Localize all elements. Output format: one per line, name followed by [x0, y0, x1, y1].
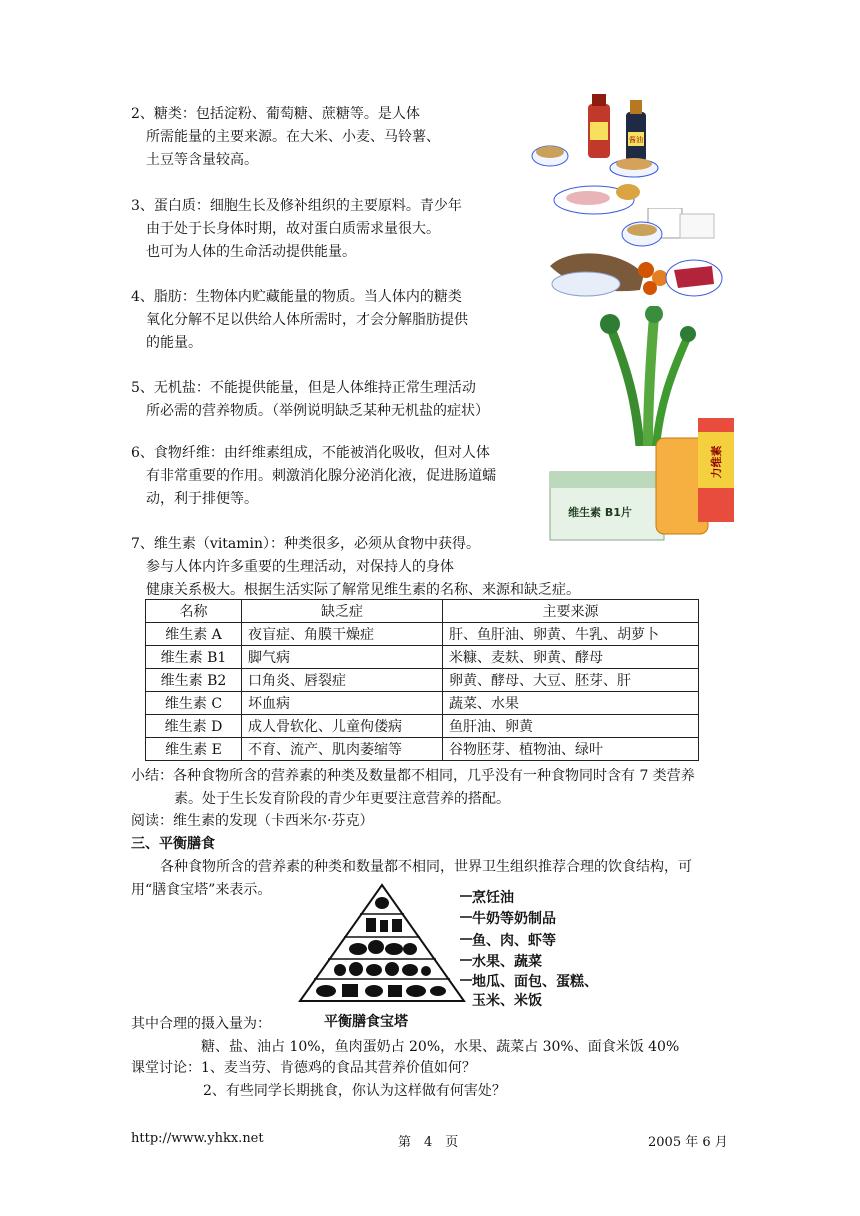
pyramid-label-meat: 鱼、肉、虾等 [472, 933, 556, 949]
table-cell: 维生素 B1 [146, 646, 242, 669]
table-cell: 卵黄、酵母、大豆、胚芽、肝 [443, 669, 699, 692]
para3-line-2: 用“膳食宝塔”来表示。 [131, 882, 272, 898]
section-heading-balanced-diet: 三、平衡膳食 [131, 836, 215, 852]
pyramid-label-oil: 烹饪油 [472, 890, 514, 906]
condiments-image [530, 92, 662, 178]
table-header-source: 主要来源 [443, 600, 699, 623]
vitamin-line-2: 参与人体内许多重要的生理活动，对保持人的身体 [146, 559, 454, 575]
para3-line-1: 各种食物所含的营养素的种类和数量都不相同，世界卫生组织推荐合理的饮食结构，可 [160, 859, 692, 875]
table-cell: 不育、流产、肌肉萎缩等 [242, 738, 443, 761]
protein-line-3: 也可为人体的生命活动提供能量。 [146, 244, 356, 260]
table-cell: 成人骨软化、儿童佝偻病 [242, 715, 443, 738]
table-cell: 谷物胚芽、植物油、绿叶 [443, 738, 699, 761]
protein-line-1: 3、蛋白质：细胞生长及修补组织的主要原料。青少年 [131, 198, 462, 214]
pyramid-label-grains-1: 地瓜、面包、蛋糕、 [472, 974, 598, 990]
footer-page-number: 第 4 页 [398, 1135, 459, 1150]
protein-foods-image [548, 208, 724, 310]
drink-can-label: 力维素 [710, 445, 723, 479]
intake-values: 糖、盐、油占 10%，鱼肉蛋奶占 20%，水果、蔬菜占 30%、面食米饭 40% [201, 1039, 680, 1055]
footer-date: 2005 年 6 月 [648, 1135, 728, 1150]
fiber-line-2: 有非常重要的作用。刺激消化腺分泌消化液，促进肠道蠕 [146, 468, 496, 484]
table-header-deficiency: 缺乏症 [242, 600, 443, 623]
pyramid-caption: 平衡膳食宝塔 [324, 1014, 408, 1030]
reading-line: 阅读：维生素的发现（卡西米尔·芬克） [131, 813, 374, 829]
pyramid-label-dairy: 牛奶等奶制品 [472, 911, 556, 927]
table-cell: 维生素 E [146, 738, 242, 761]
vitamin-products-image [548, 418, 740, 542]
table-cell: 维生素 A [146, 623, 242, 646]
fat-line-2: 氧化分解不足以供给人体所需时，才会分解脂肪提供 [146, 312, 468, 328]
sugar-line-3: 土豆等含量较高。 [146, 152, 258, 168]
sugar-line-2: 所需能量的主要来源。在大米、小麦、马铃薯、 [146, 129, 440, 145]
fiber-line-1: 6、食物纤维：由纤维素组成，不能被消化吸收，但对人体 [131, 445, 490, 461]
table-cell: 维生素 C [146, 692, 242, 715]
intake-intro: 其中合理的摄入量为： [131, 1016, 271, 1032]
pyramid-label-grains-2: 玉米、米饭 [472, 993, 542, 1009]
pyramid-label-fruit-veg: 水果、蔬菜 [472, 954, 542, 970]
table-cell: 米糠、麦麸、卵黄、酵母 [443, 646, 699, 669]
table-cell: 维生素 B2 [146, 669, 242, 692]
mineral-line-1: 5、无机盐：不能提供能量，但是人体维持正常生理活动 [131, 380, 476, 396]
vitamin-line-3: 健康关系极大。根据生活实际了解常见维生素的名称、来源和缺乏症。 [146, 582, 580, 598]
mineral-line-2: 所必需的营养物质。（举例说明缺乏某种无机盐的症状） [146, 403, 489, 419]
table-cell: 坏血病 [242, 692, 443, 715]
table-cell: 维生素 D [146, 715, 242, 738]
table-row [146, 738, 699, 761]
table-row [146, 715, 699, 738]
fat-line-3: 的能量。 [146, 335, 202, 351]
footer-url: http://www.yhkx.net [131, 1131, 264, 1146]
discussion-line-1: 课堂讨论：1、麦当劳、肯德鸡的食品其营养价值如何？ [131, 1060, 476, 1076]
table-cell: 口角炎、唇裂症 [242, 669, 443, 692]
fiber-line-3: 动，利于排便等。 [146, 491, 258, 507]
food-pyramid-image [296, 883, 468, 1007]
table-row [146, 692, 699, 715]
sugar-line-1: 2、糖类：包括淀粉、葡萄糖、蔗糖等。是人体 [131, 106, 420, 122]
protein-line-2: 由于处于长身体时期，故对蛋白质需求量很大。 [146, 221, 440, 237]
table-cell: 夜盲症、角膜干燥症 [242, 623, 443, 646]
table-header-row [146, 600, 699, 623]
discussion-line-2: 2、有些同学长期挑食，你认为这样做有何害处？ [203, 1083, 506, 1099]
table-cell: 蔬菜、水果 [443, 692, 699, 715]
vitamin-table [145, 599, 699, 761]
table-header-name: 名称 [146, 600, 242, 623]
fat-line-1: 4、脂肪：生物体内贮藏能量的物质。当人体内的糖类 [131, 289, 462, 305]
table-cell: 鱼肝油、卵黄 [443, 715, 699, 738]
table-cell: 肝、鱼肝油、卵黄、牛乳、胡萝卜 [443, 623, 699, 646]
table-cell: 脚气病 [242, 646, 443, 669]
soy-sauce-label: 酱油 [629, 136, 643, 144]
vitamin-box-label: 维生素 B1片 [568, 506, 632, 519]
summary-line-1: 小结：各种食物所含的营养素的种类及数量都不相同，几乎没有一种食物同时含有 7 类营养 [131, 768, 695, 784]
table-row [146, 646, 699, 669]
vitamin-line-1: 7、维生素（vitamin）：种类很多，必须从食物中获得。 [131, 536, 481, 552]
summary-line-2: 素。处于生长发育阶段的青少年更要注意营养的搭配。 [174, 791, 510, 807]
table-row [146, 623, 699, 646]
table-row [146, 669, 699, 692]
